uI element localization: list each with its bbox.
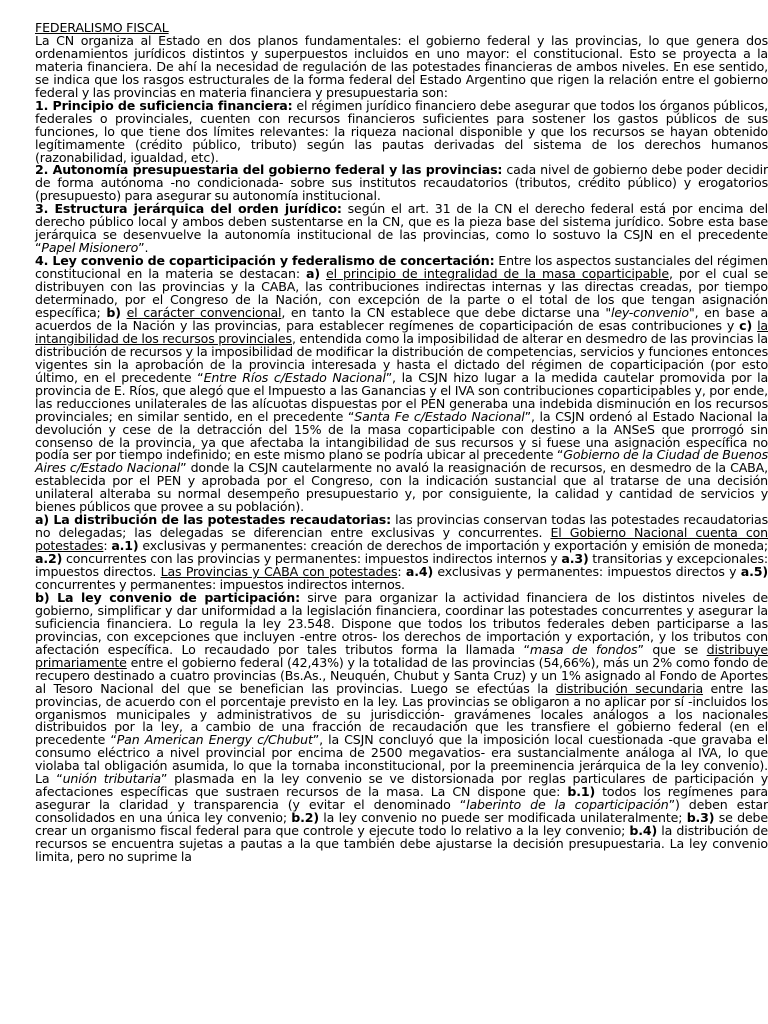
paragraph (35, 164, 768, 203)
document-body (35, 22, 768, 864)
paragraph (35, 97, 768, 165)
text-run: la distribución de recursos se encuentra sujetas a pautas a la que también debe ajustarse la decisión presupuestaria. La ley convenio limita, pero no suprime la (35, 823, 768, 864)
text-run: ” que se (637, 641, 707, 657)
italic-run: Pan American Energy c/Chubut (116, 732, 313, 748)
bold-run: 1. Principio de suficiencia financiera: (35, 97, 293, 113)
bold-run: a.5) (740, 564, 768, 580)
italic-run: Entre Ríos c/Estado Nacional (203, 369, 386, 385)
text-run: transitorias y excepcionales: impuestos directos. (35, 551, 768, 580)
italic-run: Gobierno de la Ciudad de Buenos Aires c/Estado Nacional (35, 447, 768, 476)
italic-run: laberinto de la coparticipación (466, 797, 669, 813)
underlined-run: el principio de integralidad de la masa coparticipable (326, 266, 669, 282)
bold-run: a.3) (561, 551, 589, 567)
underlined-run: El Gobierno Nacional cuenta con potestades (35, 525, 768, 554)
italic-run: unión tributaria (62, 771, 161, 787)
bold-run: b) (106, 304, 121, 320)
bold-run: a.1) (111, 538, 139, 554)
underlined-run: el carácter convencional (126, 304, 282, 320)
bold-run: 4. Ley convenio de coparticipación y federalismo de concertación: (35, 253, 495, 269)
text-run: , entendida como la imposibilidad de alterar en desmedro de las provincias la distribución de recursos y la imposibilidad de modificar la distribución de competencias, servicios y funciones entonces vigentes sin la aprobación de la provincia interesada y hasta el dictado del régimen de coparticipación (por esto último, en el precedente “ (35, 330, 768, 385)
text-run: ”, la CSJN ordenó al Estado Nacional la devolución y cese de la detracción del 15% de la masa coparticipable con destino a la ANSeS que prorrogó sin consenso de la provincia, ya que afectaba la intangibilidad de sus recursos y si fuese una asignación específica no podía ser por tiempo indefinido; en este mismo plano se podría ubicar al precedente “ (35, 408, 768, 463)
bold-run: a) (305, 266, 320, 282)
text-run: concurrentes y permanentes: impuestos indirectos internos. (35, 576, 405, 592)
paragraph (35, 32, 768, 100)
text-run: concurrentes con las provincias y permanentes: impuestos indirectos internos y (62, 551, 562, 567)
text-run: entre el gobierno federal (42,43%) y la totalidad de las provincias (54,66%), más un 2% como fondo de recupero destinado a cuatro provincias (Bs.As., Neuquén, Chubut y Santa Cruz) y un 1% asignado al Fondo de Aportes al Tesoro Nacional del que se benefician las provincias. Luego se efectúas la (35, 654, 768, 696)
text-run: exclusivas y permanentes: impuestos directos y (433, 564, 741, 580)
text-run: ”. (138, 240, 149, 256)
bold-run: a.2) (35, 551, 63, 567)
text-run: según el art. 31 de la CN el derecho federal está por encima del derecho público local y ambos deben sustentarse en la CN, que es la pieza base del sistema jurídico. Sobre esta base jerárquica se desenvuelve la autonomía institucional de las provincias, como lo sostuvo la CSJN en el precedente “ (35, 201, 768, 256)
bold-run: c) (739, 317, 753, 333)
bold-run: b.3) (686, 810, 715, 826)
underlined-run: distribuye primariamente (35, 641, 768, 670)
italic-run: masa de fondos (529, 641, 638, 657)
underlined-run: distribución secundaria (555, 680, 704, 696)
text-run: ”) deben estar consolidados en una única ley convenio; (35, 797, 768, 826)
paragraph (35, 255, 768, 514)
text-run: ” donde la CSJN cautelarmente no avaló la reasignación de recursos, en desmedro de la CABA, establecida por el PEN y aprobada por el Congreso, con la indicación sustancial que al tratarse de una decisión unilateral alteraba su normal desempeño presupuestario y, por consiguiente, la calidad y cantidad de servicios y bienes públicos que provee a su población). (35, 460, 768, 515)
underlined-run: la intangibilidad de los recursos provinciales (35, 317, 768, 346)
text-run: entre las provincias, de acuerdo con el porcentaje previsto en la ley. Las provincias se obligaron a no aplicar por sí -incluidos los organismos municipales y administrativos de su jurisdicción- gravámenes locales análogos a los nacionales distribuidos por la ley, a cambio de una fracción de recaudación que les transfiere el gobierno federal (en el precedente “ (35, 680, 768, 748)
italic-run: ley-convenio (610, 304, 689, 320)
text-run: se debe crear un organismo fiscal federal para que controle y ejecute todo lo relativo a la ley convenio; (35, 810, 768, 839)
bold-run: b.1) (567, 784, 596, 800)
text-run: exclusivas y permanentes: creación de derechos de importación y exportación y emisión de moneda; (138, 538, 768, 554)
text-run: el régimen jurídico financiero debe asegurar que todos los órganos públicos, federales o provinciales, cuenten con recursos financieros suficientes para sostener los gastos públicos de sus funciones, lo que tiene dos límites relevantes: la riqueza nacional disponible y que los recursos se hayan obtenido legítimamente (crédito público, tributo) según las pautas derivadas del sistema de los derechos humanos (razonabilidad, igualdad, etc). (35, 97, 768, 165)
underlined-run: Las Provincias y CABA con potestades (160, 564, 398, 580)
italic-run: Papel Misionero (41, 240, 139, 256)
paragraph (35, 589, 768, 864)
paragraph-container (35, 32, 768, 864)
text-run: cada nivel de gobierno debe poder decidir de forma autónoma -no condicionada- sobre sus institutos recaudatorios (tributos, crédito público) y erogatorios (presupuesto) para asegurar su autonomía institucional. (35, 162, 768, 204)
bold-run: 3. Estructura jerárquica del orden jurídico: (35, 201, 342, 217)
text-run: todos los regímenes para asegurar la claridad y transparencia (y evitar el denominado “ (35, 784, 768, 813)
text-run: ” plasmada en la ley convenio se ve distorsionada por reglas particulares de participación y afectaciones específicas que sustraen recursos de la masa. La CN dispone que: (35, 771, 768, 800)
bold-run: 2. Autonomía presupuestaria del gobierno federal y las provincias: (35, 162, 503, 178)
text-run: ”, la CSJN concluyó que la imposición local cuestionada -que gravaba el consumo eléctrico a nivel provincial por encima de 2500 megavatios- era sustancialmente análoga al IVA, lo que violaba tal obligación asumida, lo que la tornaba inconstitucional, por la preeminencia jerárquica de la ley convenio). La “ (35, 732, 768, 787)
paragraph (35, 203, 768, 255)
text-run: sirve para organizar la actividad financiera de los distintos niveles de gobierno, simplificar y dar uniformidad a la legislación financiera, coordinar las potestades concurrentes y asegurar la suficiencia financiera. Lo regula la ley 23.548. Dispone que todos los tributos federales deben participarse a las provincias, con excepciones que incluyen -entre otros- los derechos de importación y exportación, y los tributos con afectación específica. Lo recaudado por tales tributos forma la llamada “ (35, 589, 768, 657)
text-run: , por el cual se distribuyen con las provincias y la CABA, las contribuciones indirectas internas y las directas creadas, por tiempo determinado, por el Congreso de la Nación, con excepción de la parte o el total de los que tengan asignación específica; (35, 266, 768, 320)
text-run: : (397, 564, 406, 580)
bold-run: b.4) (629, 823, 658, 839)
bold-run: a) La distribución de las potestades recaudatorias: (35, 512, 392, 528)
italic-run: Santa Fe c/Estado Nacional (354, 408, 525, 424)
bold-run: b) La ley convenio de participación: (35, 589, 301, 605)
text-run: la ley convenio no puede ser modificada unilateralmente; (318, 810, 687, 826)
text-run: La CN organiza al Estado en dos planos fundamentales: el gobierno federal y las provincias, lo que genera dos ordenamientos jurídicos distintos y superpuestos incluidos en uno mayor: el constitucional. Esto se proyecta a la materia financiera. De ahí la necesidad de regulación de las potestades financieras de ambos niveles. En ese sentido, se indica que los rasgos estructurales de la forma federal del Estado Argentino que rigen la relación entre el gobierno federal y las provincias en materia financiera y presupuestaria son: (35, 32, 768, 100)
text-run: ”, la CSJN hizo lugar a la medida cautelar promovida por la provincia de E. Ríos, que alegó que el Impuesto a las Ganancias y el IVA son contribuciones coparticipables y, por ende, las reducciones unilaterales de las alícuotas dispuestas por el PEN generaba una indebida disminución en los recursos provinciales; en similar sentido, en el precedente “ (35, 369, 768, 424)
text-run: : (103, 538, 112, 554)
text-run: Entre los aspectos sustanciales del régimen constitucional en la materia se destacan: (35, 253, 768, 282)
bold-run: a.4) (405, 564, 434, 580)
bold-run: b.2) (291, 810, 319, 826)
text-run: , en tanto la CN establece que debe dictarse una " (281, 304, 611, 320)
paragraph (35, 514, 768, 592)
document-title: FEDERALISMO FISCAL (35, 20, 169, 35)
text-run: ", en base a acuerdos de la Nación y las provincias, para establecer regímenes de coparticipación de esas contribuciones y (35, 304, 768, 333)
text-run: las provincias conservan todas las potestades recaudatorias no delegadas; las delegadas se diferencian entre exclusivas y concurrentes. (35, 512, 768, 541)
